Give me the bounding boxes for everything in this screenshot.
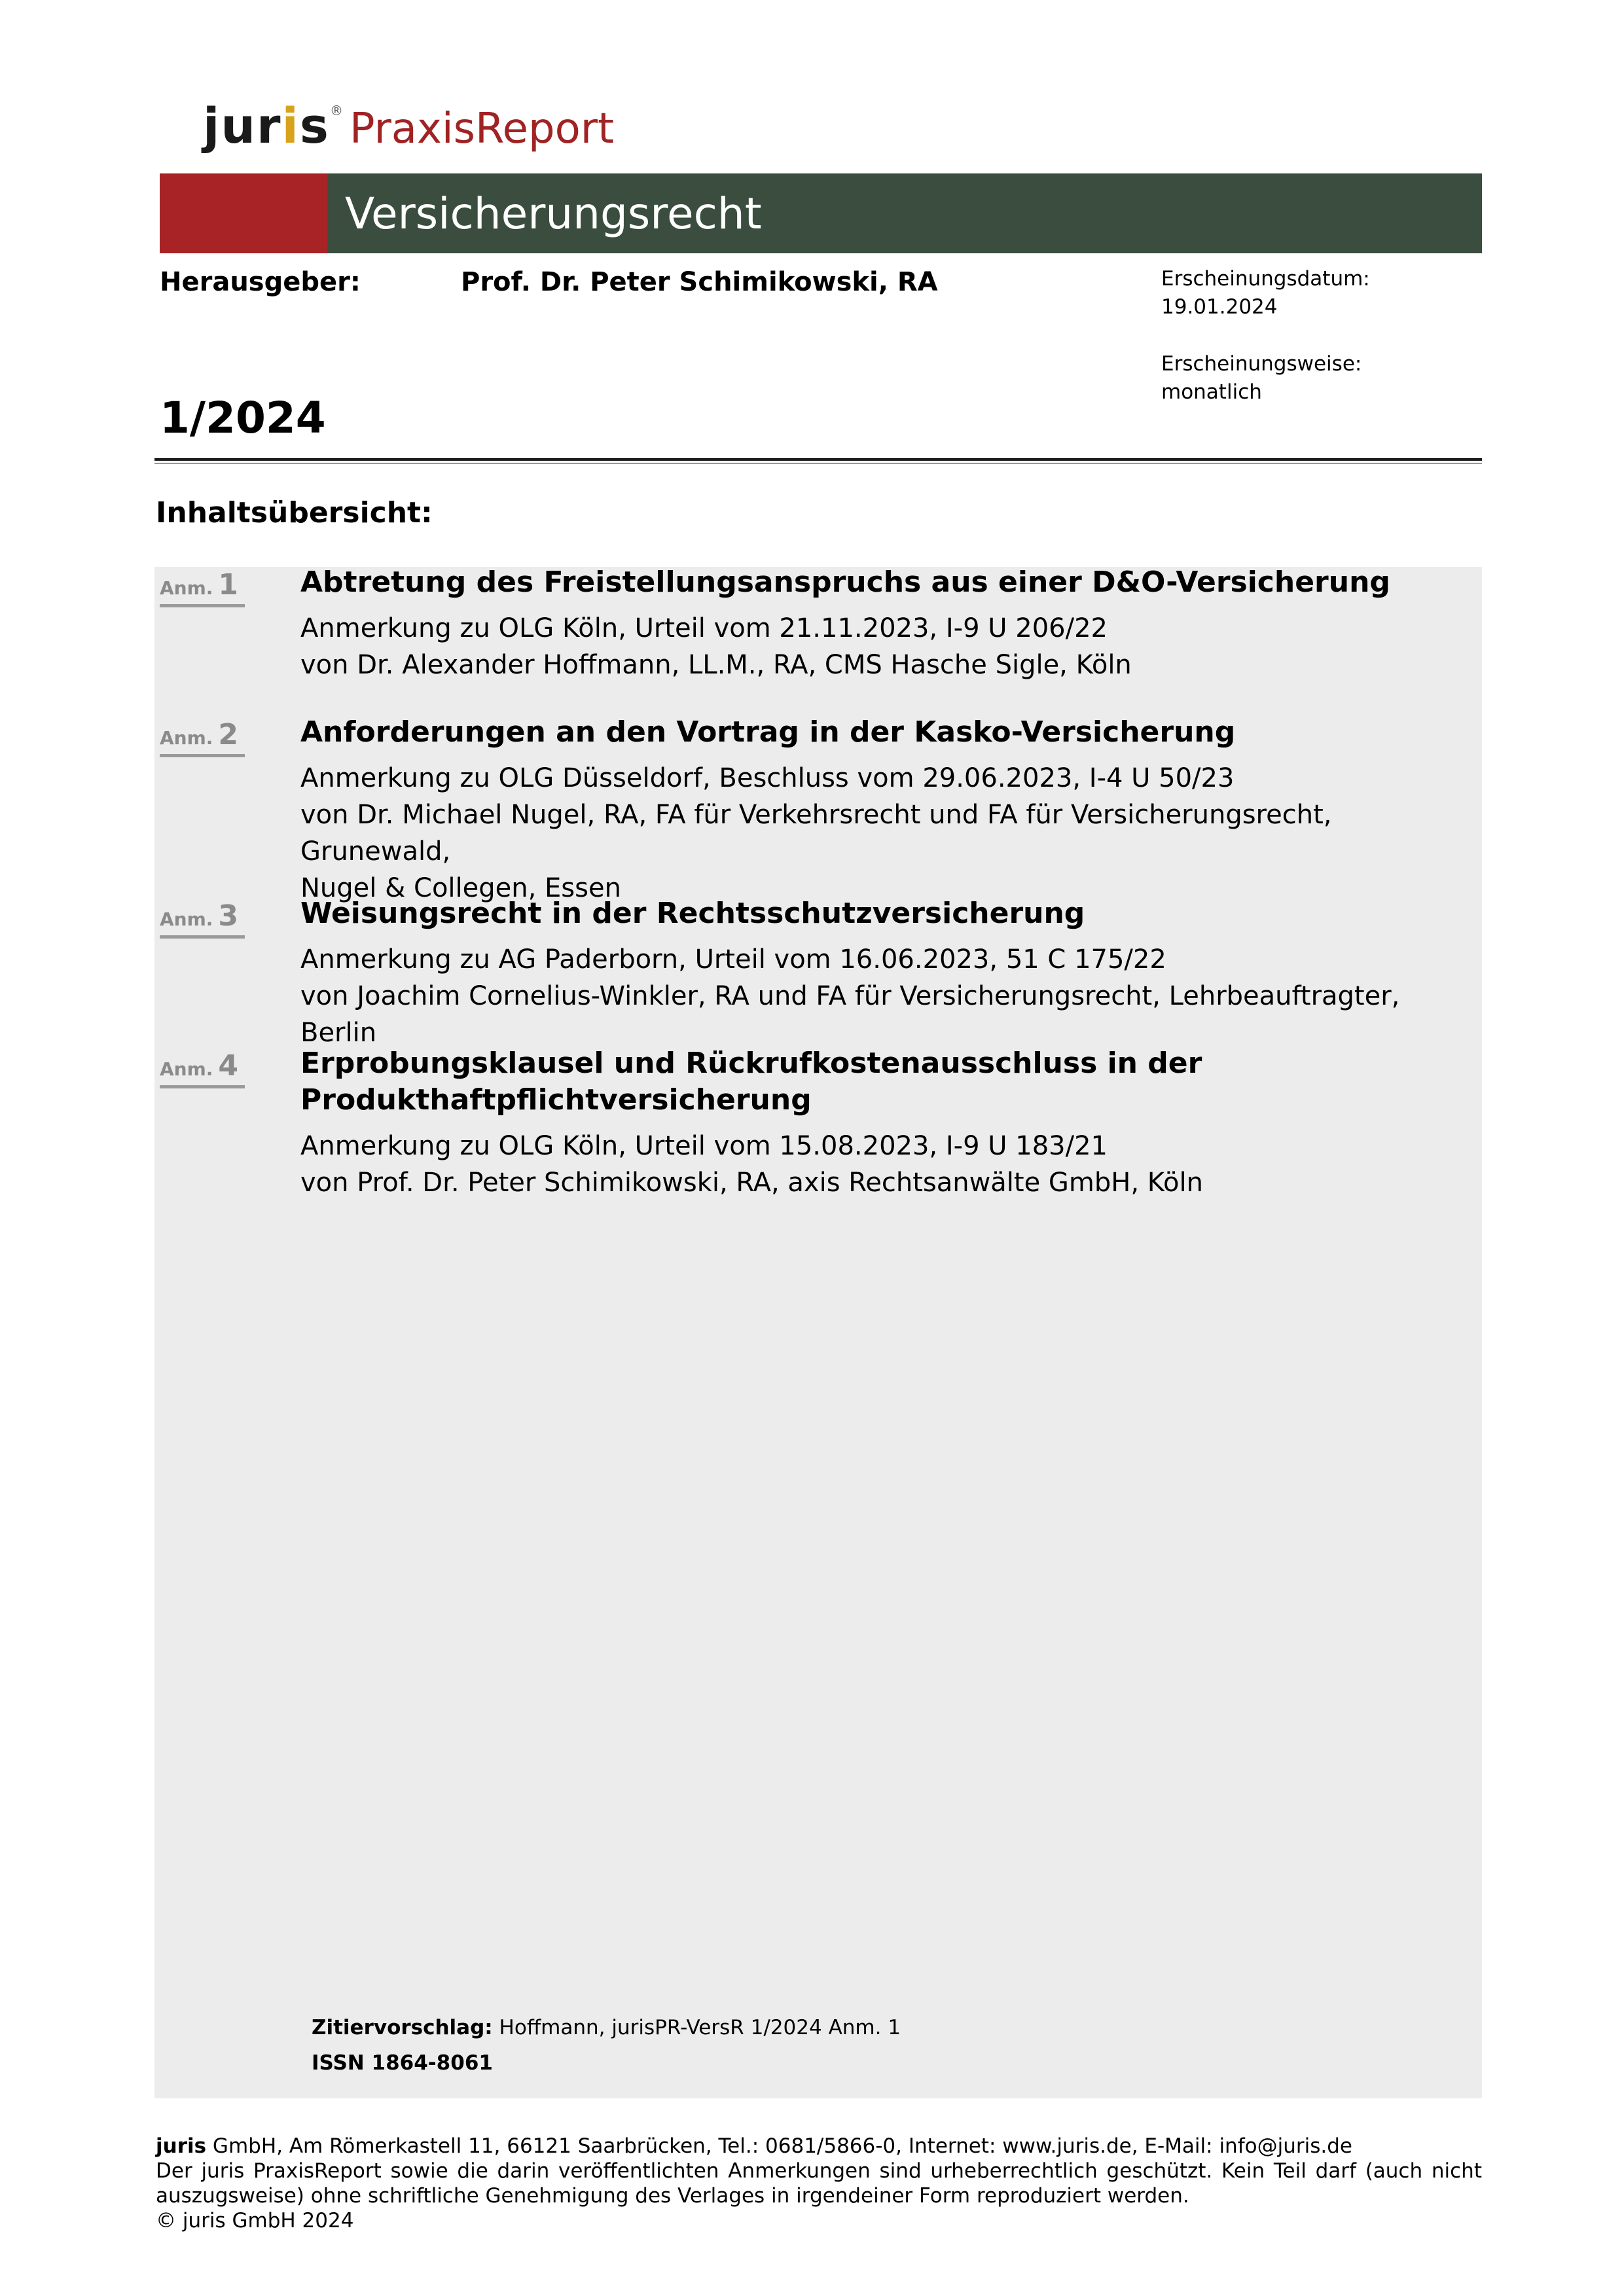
editor-label: Herausgeber: xyxy=(160,267,361,297)
entry-author: von Dr. Michael Nugel, RA, FA für Verkehrsrecht und FA für Versicherungsrecht, Grunewald, xyxy=(300,800,1332,867)
annotation-number: Anm. 2 xyxy=(160,718,245,757)
entry-reference: Anmerkung zu OLG Köln, Urteil vom 21.11.2023, I-9 U 206/22 xyxy=(300,613,1108,643)
toc-entry-body xyxy=(300,1045,1472,1201)
citation-suggestion xyxy=(312,2016,901,2039)
annotation-number: Anm. 4 xyxy=(160,1049,245,1088)
issue-number: 1/2024 xyxy=(160,393,326,443)
header-rule xyxy=(154,458,1482,461)
entry-author: von Prof. Dr. Peter Schimikowski, RA, axis Rechtsanwälte GmbH, Köln xyxy=(300,1168,1203,1198)
citation-text: Hoffmann, jurisPR-VersR 1/2024 Anm. 1 xyxy=(499,2016,901,2039)
entry-title[interactable]: Erprobungsklausel und Rückrufkostenausschluss in der Produkthaftpflichtversicherung xyxy=(300,1047,1202,1117)
issn: ISSN 1864-8061 xyxy=(312,2051,493,2075)
title-bar-accent xyxy=(160,173,327,253)
footer-copyright: © juris GmbH 2024 xyxy=(156,2209,354,2233)
page-title: Versicherungsrecht xyxy=(345,188,762,239)
title-bar-main xyxy=(327,173,1482,253)
entry-title[interactable]: Weisungsrecht in der Rechtsschutzversicherung xyxy=(300,897,1085,930)
date-value: 19.01.2024 xyxy=(1161,295,1278,319)
toc-entry-body xyxy=(300,564,1472,683)
juris-praxisreport-logo xyxy=(203,98,614,164)
footer-company: juris GmbH, Am Römerkastell 11, 66121 Saarbrücken, Tel.: 0681/5866-0, Internet: www.juris.de, E-Mail: info@juris.de xyxy=(156,2134,1352,2158)
footer xyxy=(156,2134,1482,2233)
annotation-number: Anm. 1 xyxy=(160,568,245,607)
entry-title[interactable]: Anforderungen an den Vortrag in der Kasko-Versicherung xyxy=(300,715,1236,749)
registered-mark: ® xyxy=(329,103,343,118)
annotation-number: Anm. 3 xyxy=(160,899,245,939)
title-bar xyxy=(160,173,1482,253)
frequency-value: monatlich xyxy=(1161,380,1262,404)
toc-entry-body xyxy=(300,895,1472,1051)
entry-author-continued: Nugel & Collegen, Essen xyxy=(300,873,621,903)
entry-reference: Anmerkung zu AG Paderborn, Urteil vom 16.06.2023, 51 C 175/22 xyxy=(300,944,1166,975)
entry-author: von Joachim Cornelius-Winkler, RA und FA für Versicherungsrecht, Lehrbeauftragter, Berlin xyxy=(300,981,1400,1048)
entry-reference: Anmerkung zu OLG Düsseldorf, Beschluss vom 29.06.2023, I-4 U 50/23 xyxy=(300,763,1235,793)
logo-product: PraxisReport xyxy=(349,105,615,153)
frequency-label: Erscheinungsweise: xyxy=(1161,352,1362,376)
entry-reference: Anmerkung zu OLG Köln, Urteil vom 15.08.2023, I-9 U 183/21 xyxy=(300,1131,1108,1161)
toc-heading: Inhaltsübersicht: xyxy=(156,496,433,529)
editor-name: Prof. Dr. Peter Schimikowski, RA xyxy=(461,267,938,297)
entry-author: von Dr. Alexander Hoffmann, LL.M., RA, CMS Hasche Sigle, Köln xyxy=(300,650,1132,680)
toc-entry-body xyxy=(300,714,1472,906)
publication-meta xyxy=(1161,265,1370,406)
date-label: Erscheinungsdatum: xyxy=(1161,267,1370,291)
entry-title[interactable]: Abtretung des Freistellungsanspruchs aus einer D&O-Versicherung xyxy=(300,565,1390,599)
logo-juris: juris xyxy=(203,98,330,154)
citation-label: Zitiervorschlag: xyxy=(312,2016,493,2039)
footer-notice: Der juris PraxisReport sowie die darin veröffentlichten Anmerkungen sind urheberrechtlich geschützt. Kein Teil darf (auch nicht auszugsweise) ohne schriftliche Genehmigung des Verlages in irgendeiner Form reproduziert werden. xyxy=(156,2159,1482,2208)
header-rule-shadow xyxy=(154,463,1482,464)
